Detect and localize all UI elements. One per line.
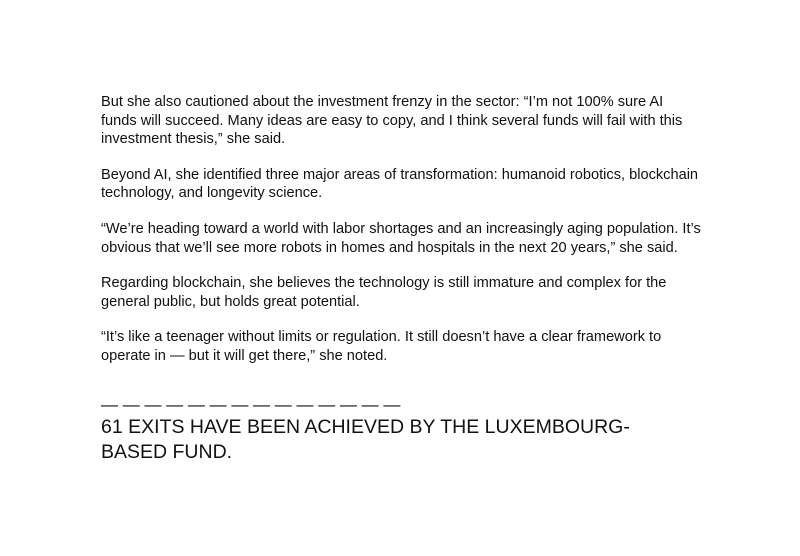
dash-divider: — — — — — — — — — — — — — — <box>101 394 401 414</box>
paragraph-investment-frenzy: But she also cautioned about the investment frenzy in the sector: “I’m not 100% sure AI funds will succeed. Many ideas are easy to copy, and I think several funds will fail with this investment thesis,” she said. <box>101 94 683 148</box>
paragraph-robotics: “We’re heading toward a world with labor shortages and an increasingly aging population. It’s obvious that we’ll see more robots in homes and hospitals in the next 20 years,” she said. <box>101 220 701 256</box>
paragraph-transformation-areas: Beyond AI, she identified three major areas of transformation: humanoid robotics, blockchain technology, and longevity science. <box>101 166 699 202</box>
article-body <box>101 93 701 465</box>
paragraph-teenager-quote: “It’s like a teenager without limits or regulation. It still doesn’t have a clear framework to operate in — but it will get there,” she noted. <box>101 329 662 364</box>
pull-quote: 61 EXITS HAVE BEEN ACHIEVED BY THE LUXEMBOURG-BASED FUND. <box>101 415 630 463</box>
paragraph-blockchain: Regarding blockchain, she believes the technology is still immature and complex for the general public, but holds great potential. <box>101 275 667 310</box>
